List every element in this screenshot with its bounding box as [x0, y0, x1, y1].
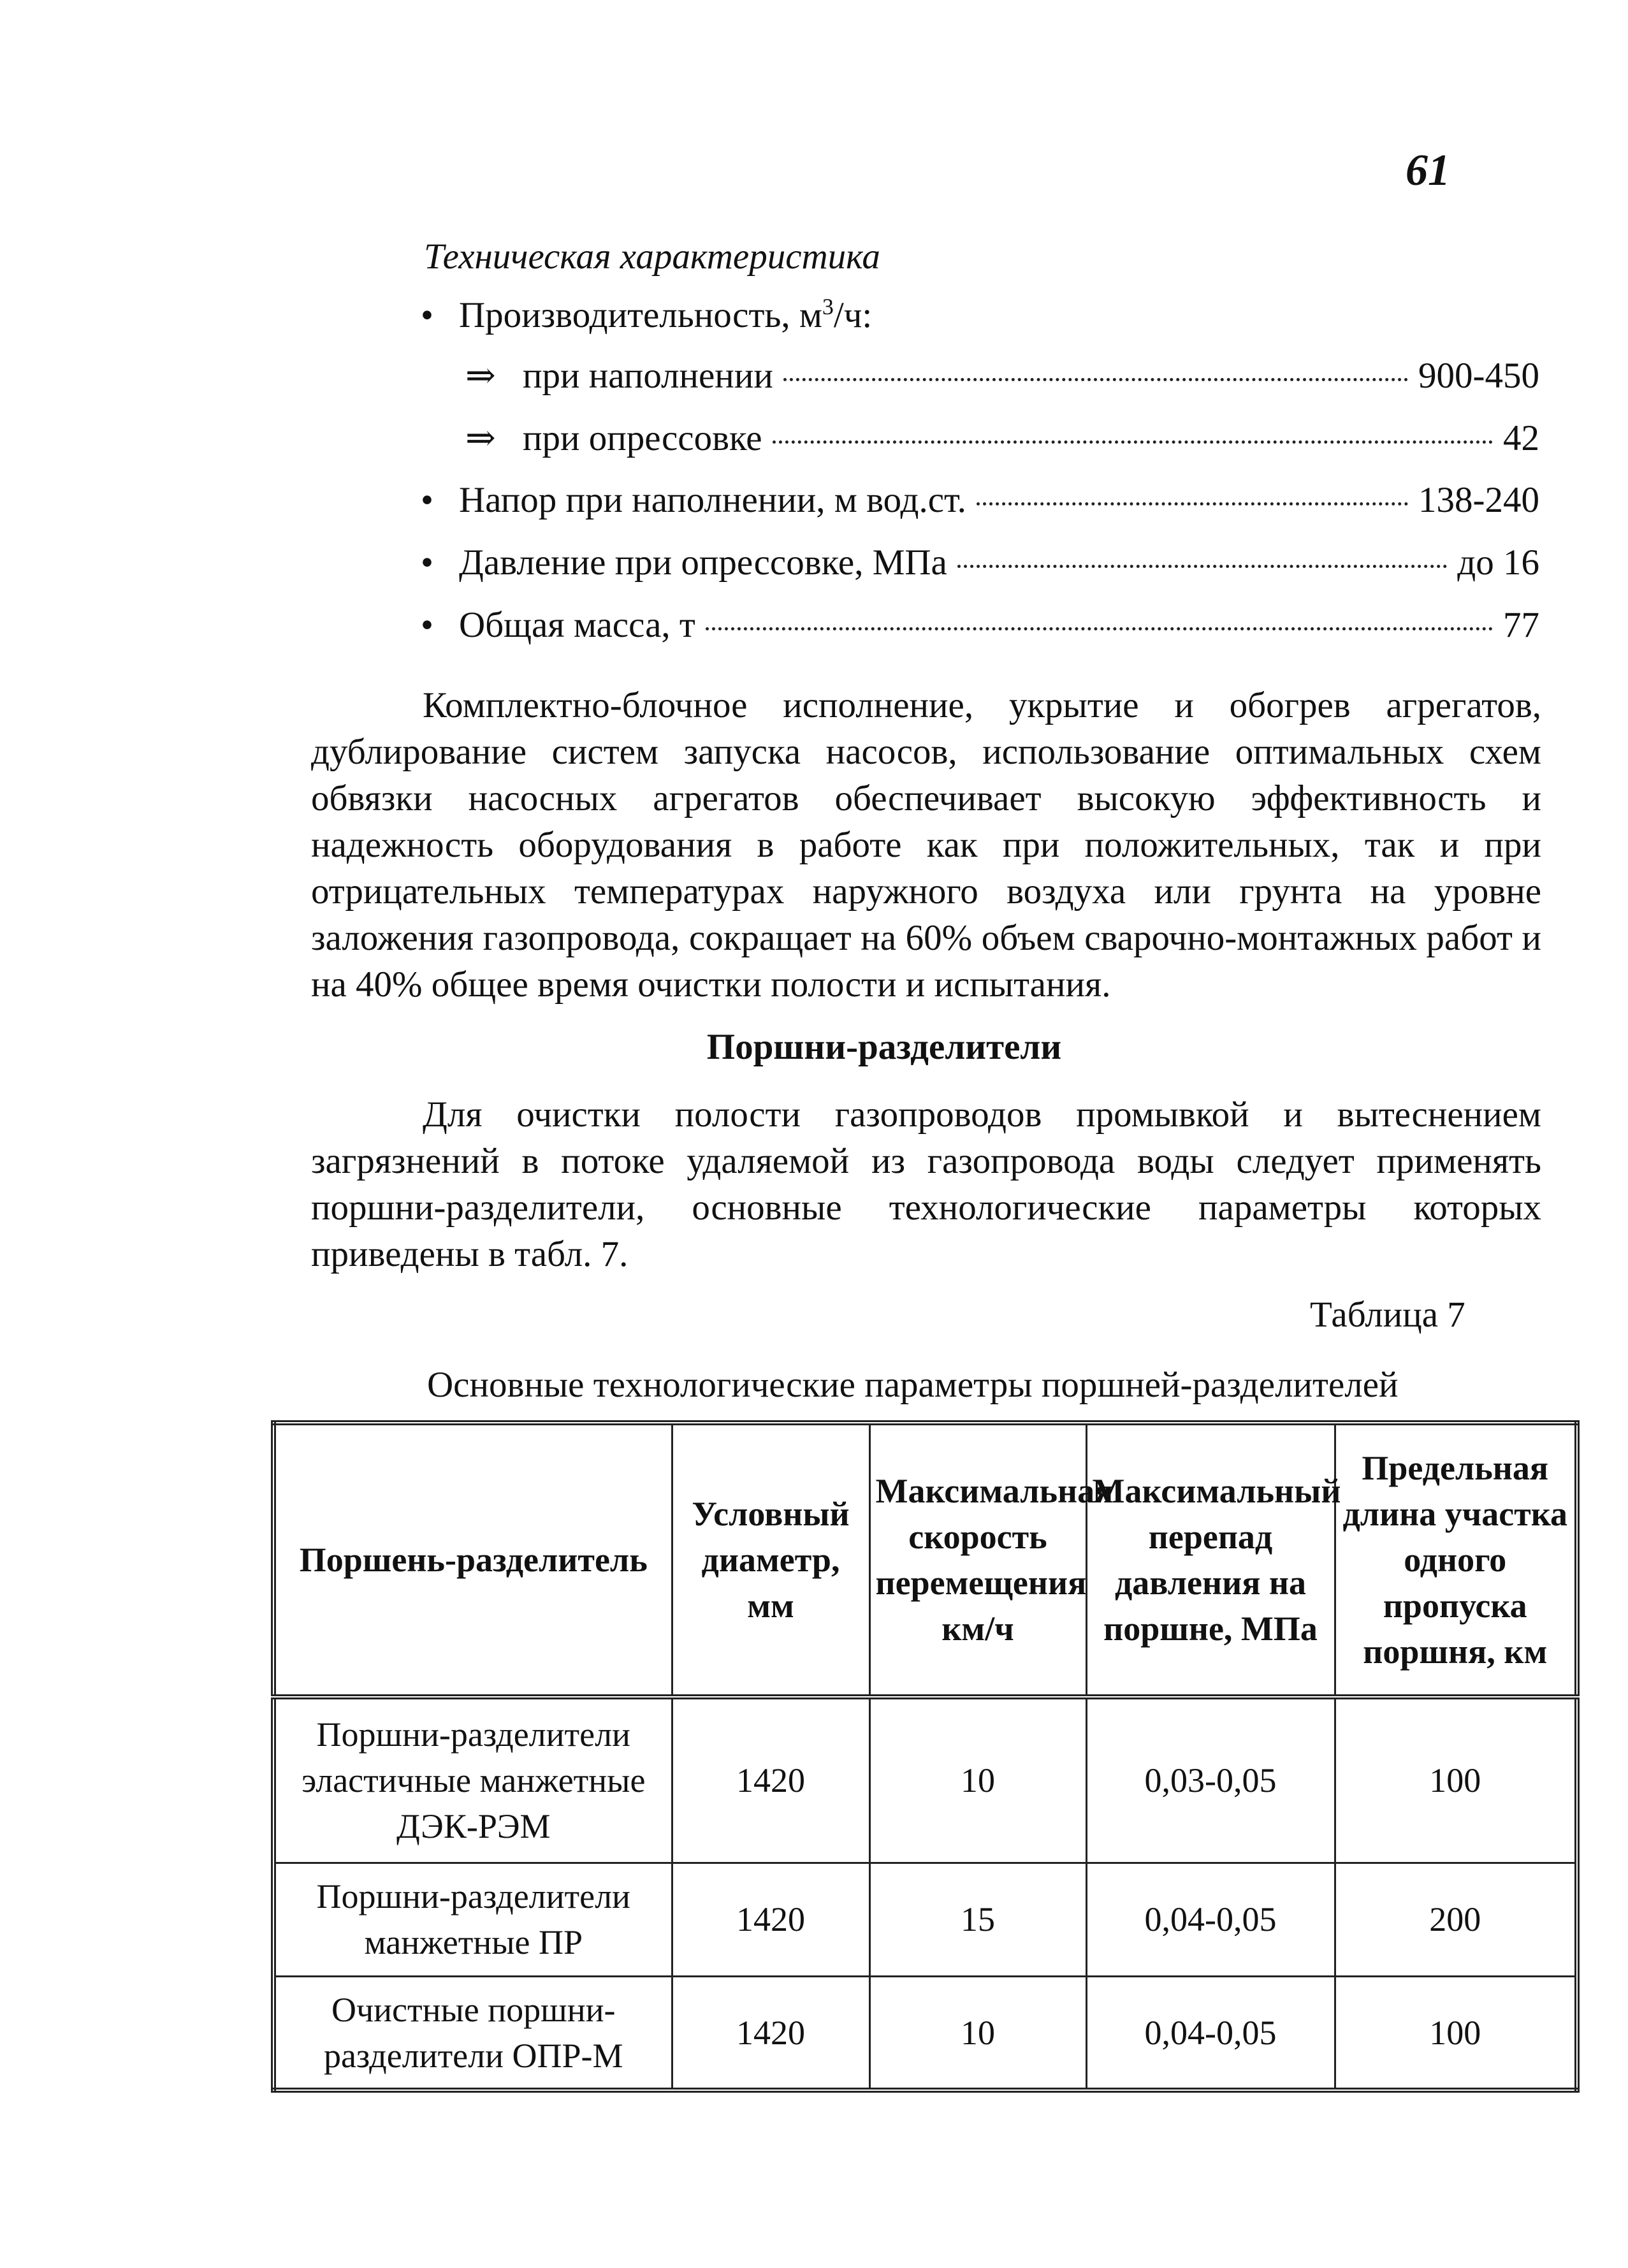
- spec-value: 900-450: [1418, 356, 1539, 396]
- table-cell: 15: [869, 1863, 1086, 1976]
- table-header-row: [273, 1423, 1577, 1697]
- spec-label: Давление при опрессовке, МПа: [459, 542, 947, 583]
- spec-pressure-test: [465, 417, 1539, 462]
- table-cell: 100: [1335, 1697, 1577, 1863]
- bullet-icon: •: [421, 295, 433, 335]
- table-row: [273, 1977, 1577, 2090]
- table-cell: 1420: [672, 1977, 869, 2090]
- table-cell: 10: [869, 1697, 1086, 1863]
- arrow-icon: ⇒: [465, 356, 496, 396]
- page-number: 61: [1406, 146, 1450, 195]
- table-row: [273, 1863, 1577, 1976]
- table-row: [273, 1697, 1577, 1863]
- table-cell: 100: [1335, 1977, 1577, 2090]
- spec-filling: [465, 354, 1539, 399]
- bullet-icon: •: [421, 480, 433, 520]
- table-header-cell: Предельная длина участка одного пропуска поршня, км: [1335, 1423, 1577, 1697]
- spec-value: 42: [1503, 418, 1539, 458]
- leader-dots: [783, 378, 1408, 381]
- spec-head: [421, 479, 1539, 524]
- paragraph-text: Комплектно-блочное исполнение, укрытие и обогрев агрегатов, дублирование систем запуска насосов, использование оптимальных схем обвязки насосных агрегатов обеспечивает высокую эффективность и надежность оборудования в работе как при положительных, так и при отрицательных температурах наружного воздуха или грунта на уровне заложения газопровода, сокращает на 60% объем сварочно-монтажных работ и на 40% общее время очистки полости и испытания.: [311, 685, 1541, 1005]
- leader-dots: [977, 502, 1408, 505]
- table-label: Таблица 7: [1310, 1295, 1465, 1335]
- spec-label: при наполнении: [523, 356, 773, 396]
- spec-pressure: [421, 542, 1539, 586]
- specs-title: Техническая характеристика: [424, 236, 880, 277]
- arrow-icon: ⇒: [465, 418, 496, 458]
- table-cell: 200: [1335, 1863, 1577, 1976]
- params-table: [271, 1420, 1580, 2093]
- table-cell: 0,03-0,05: [1086, 1697, 1335, 1863]
- table-header-cell: Максимальный перепад давления на поршне, МПа: [1086, 1423, 1335, 1697]
- spec-label: Общая масса, т: [459, 605, 695, 645]
- bullet-icon: •: [421, 605, 433, 645]
- table-header-cell: Максимальная скорость перемещения км/ч: [869, 1423, 1086, 1697]
- spec-label: Производительность, $м^3/ч$:: [459, 294, 873, 335]
- spec-label: при опрессовке: [523, 418, 762, 458]
- table-cell: Поршни-разделители манжетные ПР: [273, 1863, 672, 1976]
- spec-value: 138-240: [1418, 480, 1539, 520]
- leader-dots: [706, 627, 1493, 630]
- heading-pistons: Поршни-разделители: [706, 1027, 1062, 1067]
- table-cell: 0,04-0,05: [1086, 1977, 1335, 2090]
- table-cell: 10: [869, 1977, 1086, 2090]
- table-cell: 0,04-0,05: [1086, 1863, 1335, 1976]
- paragraph-pistons: [311, 1091, 1541, 1277]
- bullet-icon: •: [421, 542, 433, 583]
- paragraph-equipment: [311, 682, 1541, 1008]
- table-caption: Основные технологические параметры поршней-разделителей: [427, 1365, 1399, 1405]
- spec-value: 77: [1503, 605, 1539, 645]
- spec-label: Напор при наполнении, м вод.ст.: [459, 480, 966, 520]
- spec-productivity: [421, 293, 1539, 338]
- spec-mass: [421, 604, 1539, 649]
- table-cell: 1420: [672, 1863, 869, 1976]
- table-cell: Очистные поршни-разделители ОПР-М: [273, 1977, 672, 2090]
- table-header-cell: Поршень-разделитель: [273, 1423, 672, 1697]
- table-header-cell: Условный диаметр, мм: [672, 1423, 869, 1697]
- table-cell: 1420: [672, 1697, 869, 1863]
- spec-value: до 16: [1457, 542, 1539, 583]
- table-cell: Поршни-разделители эластичные манжетные ДЭК-РЭМ: [273, 1697, 672, 1863]
- paragraph-text: Для очистки полости газопроводов промывкой и вытеснением загрязнений в потоке удаляемой из газопровода воды следует применять поршни-разделители, основные технологические параметры которых приведены в табл. 7.: [311, 1094, 1541, 1274]
- leader-dots: [957, 565, 1447, 568]
- leader-dots: [773, 440, 1493, 444]
